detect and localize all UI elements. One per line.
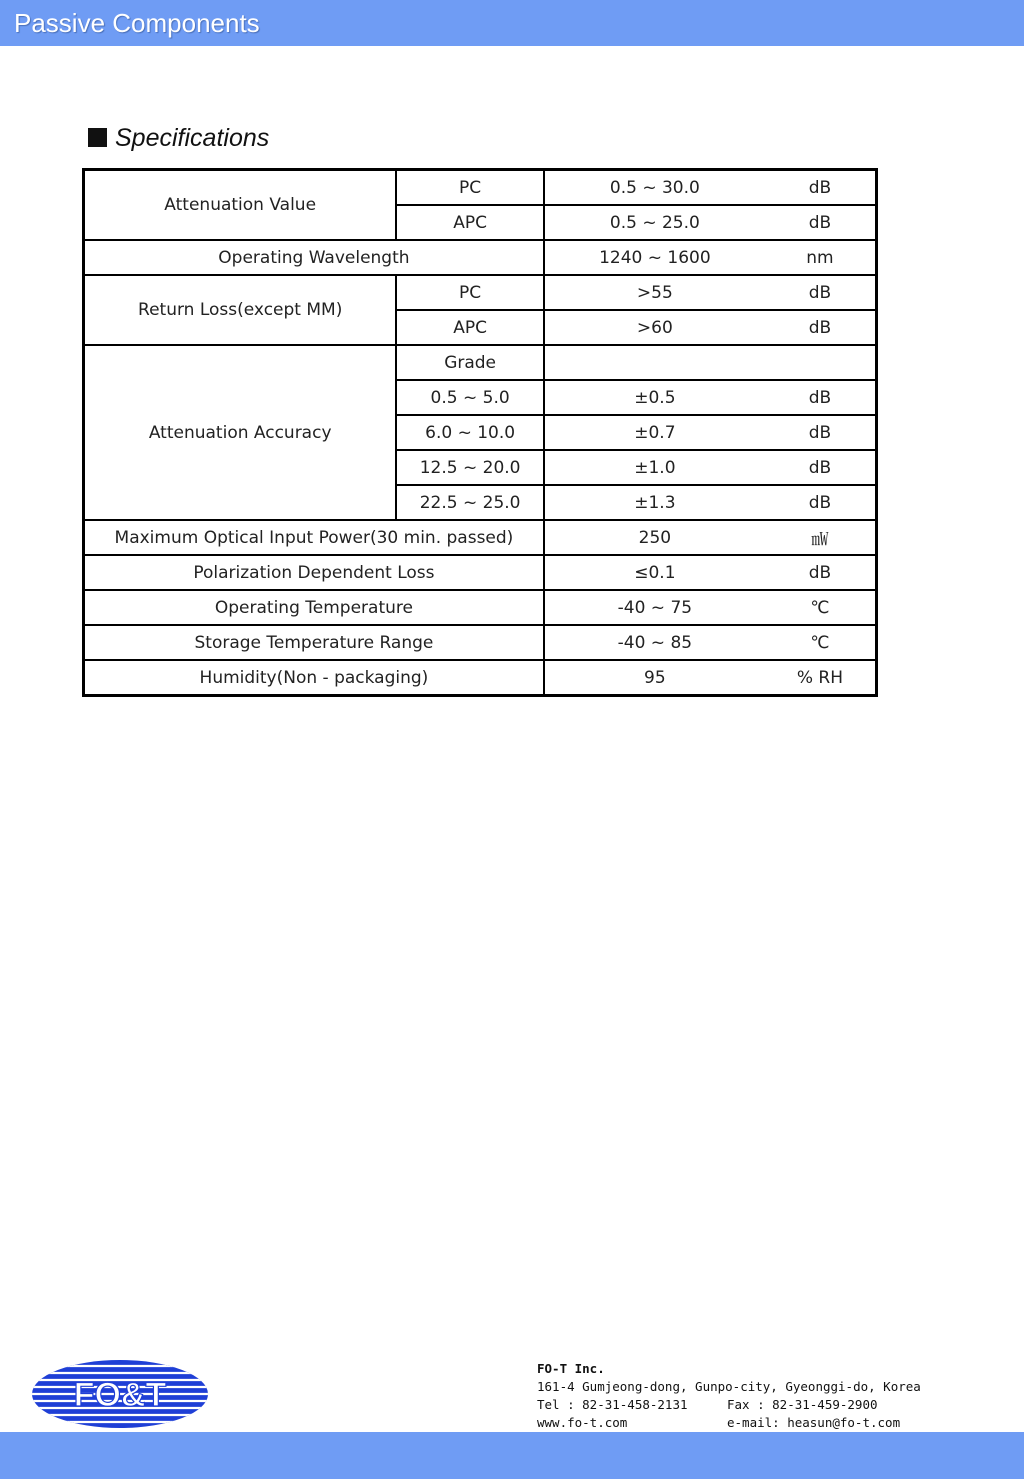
operating-temperature-unit: ℃ [765, 590, 877, 625]
attenuation-value-value: 0.5 ~ 30.0 [544, 170, 765, 206]
header-title: Passive Components [14, 8, 260, 38]
attenuation-value-unit: dB [765, 205, 877, 240]
accuracy-value: ±1.0 [544, 450, 765, 485]
table-row [84, 520, 877, 555]
header-bar [0, 0, 1024, 46]
logo-text: FO&T [73, 1376, 167, 1414]
operating-wavelength-unit: nm [765, 240, 877, 275]
table-row [84, 625, 877, 660]
accuracy-range: 6.0 ~ 10.0 [396, 415, 544, 450]
grade-header-empty [544, 345, 877, 380]
attenuation-value-value: 0.5 ~ 25.0 [544, 205, 765, 240]
pdl-value: ≤0.1 [544, 555, 765, 590]
contact-web-row [537, 1414, 921, 1432]
company-tel: Tel : 82-31-458-2131 [537, 1397, 688, 1412]
humidity-value: 95 [544, 660, 765, 696]
section-heading-text: Specifications [115, 124, 270, 152]
company-fax: Fax : 82-31-459-2900 [727, 1397, 878, 1412]
accuracy-value: ±0.5 [544, 380, 765, 415]
accuracy-range: 22.5 ~ 25.0 [396, 485, 544, 520]
return-loss-value: >60 [544, 310, 765, 345]
table-row [84, 170, 877, 206]
operating-temperature-value: -40 ~ 75 [544, 590, 765, 625]
accuracy-unit: dB [765, 415, 877, 450]
accuracy-unit: dB [765, 380, 877, 415]
footer-bar [0, 1432, 1024, 1479]
company-name: FO-T Inc. [537, 1361, 605, 1376]
accuracy-range: 0.5 ~ 5.0 [396, 380, 544, 415]
grade-header: Grade [396, 345, 544, 380]
return-loss-value: >55 [544, 275, 765, 310]
attenuation-accuracy-label: Attenuation Accuracy [84, 345, 397, 520]
table-row [84, 660, 877, 696]
company-website: www.fo-t.com [537, 1415, 628, 1430]
company-info [537, 1360, 921, 1432]
operating-temperature-label: Operating Temperature [84, 590, 544, 625]
square-bullet-icon [88, 128, 107, 147]
section-heading [88, 124, 269, 153]
max-input-power-unit: ㎽ [765, 520, 877, 555]
return-loss-unit: dB [765, 275, 877, 310]
pdl-unit: dB [765, 555, 877, 590]
table-row [84, 240, 877, 275]
return-loss-unit: dB [765, 310, 877, 345]
accuracy-value: ±1.3 [544, 485, 765, 520]
accuracy-value: ±0.7 [544, 415, 765, 450]
accuracy-unit: dB [765, 450, 877, 485]
table-row [84, 275, 877, 310]
table-row [84, 590, 877, 625]
accuracy-range: 12.5 ~ 20.0 [396, 450, 544, 485]
company-address: 161-4 Gumjeong-dong, Gunpo-city, Gyeonggi-do, Korea [537, 1379, 921, 1394]
pdl-label: Polarization Dependent Loss [84, 555, 544, 590]
return-loss-type: APC [396, 310, 544, 345]
attenuation-value-type: PC [396, 170, 544, 206]
attenuation-value-label: Attenuation Value [84, 170, 397, 241]
storage-temperature-label: Storage Temperature Range [84, 625, 544, 660]
max-input-power-value: 250 [544, 520, 765, 555]
max-input-power-label: Maximum Optical Input Power(30 min. passed) [84, 520, 544, 555]
company-email: e-mail: heasun@fo-t.com [727, 1415, 901, 1430]
return-loss-label: Return Loss(except MM) [84, 275, 397, 345]
contact-phone-row [537, 1396, 921, 1414]
specifications-table [82, 168, 878, 697]
storage-temperature-unit: ℃ [765, 625, 877, 660]
table-row [84, 345, 877, 380]
attenuation-value-unit: dB [765, 170, 877, 206]
operating-wavelength-value: 1240 ~ 1600 [544, 240, 765, 275]
operating-wavelength-label: Operating Wavelength [84, 240, 544, 275]
humidity-label: Humidity(Non - packaging) [84, 660, 544, 696]
humidity-unit: % RH [765, 660, 877, 696]
attenuation-value-type: APC [396, 205, 544, 240]
table-row [84, 555, 877, 590]
accuracy-unit: dB [765, 485, 877, 520]
storage-temperature-value: -40 ~ 85 [544, 625, 765, 660]
company-logo [30, 1358, 210, 1430]
return-loss-type: PC [396, 275, 544, 310]
